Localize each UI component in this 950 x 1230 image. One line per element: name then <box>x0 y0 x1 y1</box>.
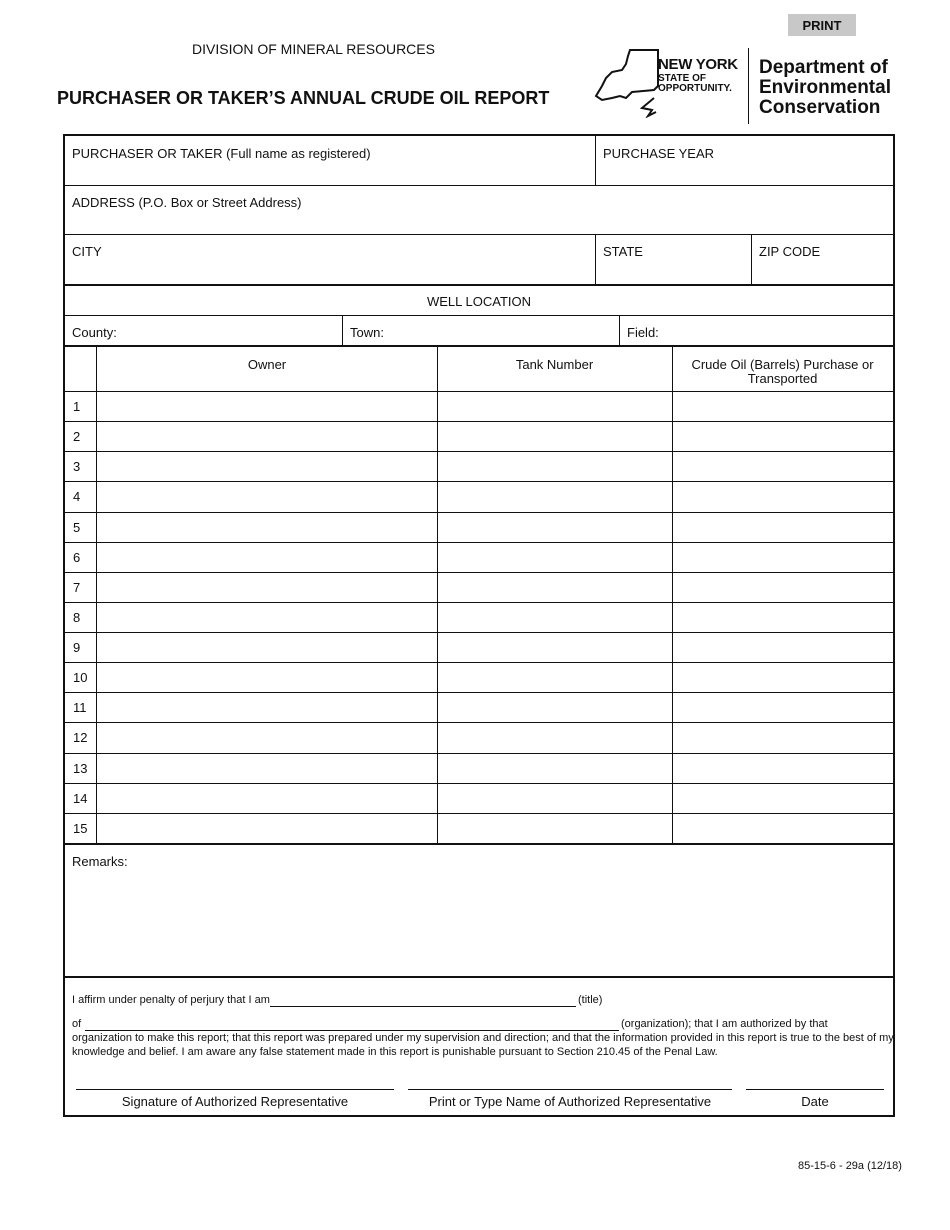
row-number: 8 <box>73 609 81 625</box>
row-number: 12 <box>73 730 88 746</box>
divider <box>65 185 893 186</box>
table-row <box>65 632 893 662</box>
divider <box>65 843 893 845</box>
table-row <box>65 783 893 813</box>
address-input[interactable] <box>72 213 882 229</box>
divider <box>595 136 596 185</box>
crude-oil-barrels-input[interactable] <box>678 668 888 686</box>
remarks-label: Remarks: <box>72 854 128 869</box>
crude-oil-barrels-input[interactable] <box>678 759 888 777</box>
row-number: 14 <box>73 790 88 806</box>
divider <box>619 315 620 345</box>
affirmation-line-4: knowledge and belief. I am aware any false statement made in this report is punishable pursuant to Section 210.45 of the Penal Law. <box>72 1046 718 1058</box>
crude-oil-barrels-input[interactable] <box>678 789 888 807</box>
row-number: 7 <box>73 579 81 595</box>
tank-number-input[interactable] <box>443 698 667 716</box>
tank-number-input[interactable] <box>443 518 667 536</box>
owner-input[interactable] <box>101 608 431 626</box>
report-form <box>63 134 895 1117</box>
town-label: Town: <box>350 325 384 340</box>
logo-dept-line-1: Department of <box>759 57 888 78</box>
table-row <box>65 813 893 843</box>
city-input[interactable] <box>72 262 584 278</box>
row-number: 15 <box>73 820 88 836</box>
table-row <box>65 542 893 572</box>
owner-input[interactable] <box>101 728 431 746</box>
logo-new-york: NEW YORK <box>658 56 738 73</box>
row-number: 11 <box>73 700 87 716</box>
address-label: ADDRESS (P.O. Box or Street Address) <box>72 195 302 210</box>
organization-input[interactable] <box>85 1016 619 1031</box>
crude-oil-barrels-input[interactable] <box>678 728 888 746</box>
tank-number-input[interactable] <box>443 819 667 837</box>
tank-number-input[interactable] <box>443 548 667 566</box>
divider <box>342 315 343 345</box>
owner-input[interactable] <box>101 638 431 656</box>
column-header-crude-oil: Crude Oil (Barrels) Purchase or <box>691 357 874 372</box>
table-row <box>65 753 893 783</box>
table-row <box>65 692 893 722</box>
divider <box>751 234 752 284</box>
column-header-owner: Owner <box>247 357 287 372</box>
tank-number-input[interactable] <box>443 578 667 596</box>
row-number: 2 <box>73 429 81 445</box>
affirmation-line-1-suffix: (title) <box>578 994 603 1006</box>
logo-opportunity: OPPORTUNITY. <box>658 83 732 94</box>
divider <box>65 284 893 286</box>
owner-input[interactable] <box>101 457 431 475</box>
print-button[interactable]: PRINT <box>788 14 856 36</box>
owner-input[interactable] <box>101 427 431 445</box>
divider <box>672 345 673 843</box>
town-input[interactable] <box>390 324 610 340</box>
zip-code-label: ZIP CODE <box>759 244 821 259</box>
divider <box>595 234 596 284</box>
affirmation-line-2-suffix: (organization); that I am authorized by that <box>621 1018 828 1030</box>
form-code: 85-15-6 - 29a (12/18) <box>798 1160 902 1172</box>
owner-input[interactable] <box>101 668 431 686</box>
crude-oil-barrels-input[interactable] <box>678 427 888 445</box>
table-row <box>65 572 893 602</box>
divider <box>65 976 893 978</box>
column-header-crude-oil-line-2: Transported <box>747 371 818 386</box>
form-title: PURCHASER OR TAKER’S ANNUAL CRUDE OIL REPORT <box>57 88 550 108</box>
crude-oil-barrels-input[interactable] <box>678 397 888 415</box>
table-row <box>65 662 893 692</box>
state-input[interactable] <box>603 262 743 278</box>
crude-oil-barrels-input[interactable] <box>678 608 888 626</box>
tank-number-input[interactable] <box>443 668 667 686</box>
row-number: 10 <box>73 670 88 686</box>
signature-input[interactable] <box>76 1071 394 1090</box>
row-number: 3 <box>73 459 81 475</box>
table-row <box>65 421 893 451</box>
table-row <box>65 391 893 421</box>
divider <box>437 345 438 843</box>
tank-number-input[interactable] <box>443 759 667 777</box>
crude-oil-barrels-input[interactable] <box>678 578 888 596</box>
purchase-year-label: PURCHASE YEAR <box>603 146 715 161</box>
city-label: CITY <box>72 244 102 259</box>
print-name-label: Print or Type Name of Authorized Representative <box>428 1094 712 1109</box>
field-input[interactable] <box>667 324 882 340</box>
date-label: Date <box>801 1094 829 1109</box>
crude-oil-barrels-input[interactable] <box>678 518 888 536</box>
table-row <box>65 481 893 511</box>
divider <box>65 315 893 316</box>
row-number: 6 <box>73 549 81 565</box>
affirmation-line-1-prefix: I affirm under penalty of perjury that I am <box>72 994 270 1006</box>
signature-label: Signature of Authorized Representative <box>121 1094 349 1109</box>
row-number: 1 <box>73 399 81 414</box>
table-row <box>65 512 893 542</box>
tank-number-input[interactable] <box>443 457 667 475</box>
divider <box>65 345 893 347</box>
owner-input[interactable] <box>101 819 431 837</box>
crude-oil-barrels-input[interactable] <box>678 457 888 475</box>
logo-dept-line-3: Conservation <box>759 97 881 118</box>
logo-divider <box>748 48 749 124</box>
affirmation-line-3: organization to make this report; that this report was prepared under my supervision and direction; and that the information provided in this report is true to the best of my <box>72 1032 894 1044</box>
row-number: 5 <box>73 519 81 535</box>
purchaser-input[interactable] <box>72 164 584 180</box>
purchase-year-input[interactable] <box>603 164 883 180</box>
table-row <box>65 602 893 632</box>
crude-oil-barrels-input[interactable] <box>678 548 888 566</box>
tank-number-input[interactable] <box>443 728 667 746</box>
owner-input[interactable] <box>101 578 431 596</box>
row-number: 4 <box>73 489 81 505</box>
divider <box>96 345 97 843</box>
print-name-input[interactable] <box>408 1071 732 1090</box>
column-header-tank-number: Tank Number <box>515 357 594 372</box>
county-input[interactable] <box>120 324 335 340</box>
owner-input[interactable] <box>101 548 431 566</box>
purchaser-label: PURCHASER OR TAKER (Full name as registered) <box>72 146 371 161</box>
logo-dept-line-2: Environmental <box>759 77 891 98</box>
county-label: County: <box>72 325 117 340</box>
title-input[interactable] <box>270 992 576 1007</box>
owner-input[interactable] <box>101 759 431 777</box>
zip-code-input[interactable] <box>759 262 883 278</box>
owner-input[interactable] <box>101 698 431 716</box>
tank-number-input[interactable] <box>443 608 667 626</box>
new-york-state-outline-icon <box>592 46 662 118</box>
crude-oil-barrels-input[interactable] <box>678 698 888 716</box>
owner-input[interactable] <box>101 487 431 505</box>
tank-number-input[interactable] <box>443 427 667 445</box>
row-number: 13 <box>73 760 88 776</box>
divider <box>65 234 893 235</box>
division-name: DIVISION OF MINERAL RESOURCES <box>192 41 435 57</box>
owner-input[interactable] <box>101 397 431 415</box>
crude-oil-barrels-input[interactable] <box>678 487 888 505</box>
tank-number-input[interactable] <box>443 638 667 656</box>
owner-input[interactable] <box>101 518 431 536</box>
table-row <box>65 451 893 481</box>
owner-input[interactable] <box>101 789 431 807</box>
crude-oil-barrels-input[interactable] <box>678 638 888 656</box>
tank-number-input[interactable] <box>443 397 667 415</box>
tank-number-input[interactable] <box>443 789 667 807</box>
state-label: STATE <box>603 244 643 259</box>
remarks-input[interactable] <box>72 872 884 968</box>
well-location-label: WELL LOCATION <box>426 294 532 309</box>
row-number: 9 <box>73 640 81 656</box>
crude-oil-barrels-input[interactable] <box>678 819 888 837</box>
affirmation-line-2-prefix: of <box>72 1018 82 1030</box>
tank-number-input[interactable] <box>443 487 667 505</box>
logo-state-of: STATE OF <box>658 73 706 84</box>
field-label: Field: <box>627 325 659 340</box>
date-input[interactable] <box>746 1071 884 1090</box>
table-row <box>65 722 893 752</box>
